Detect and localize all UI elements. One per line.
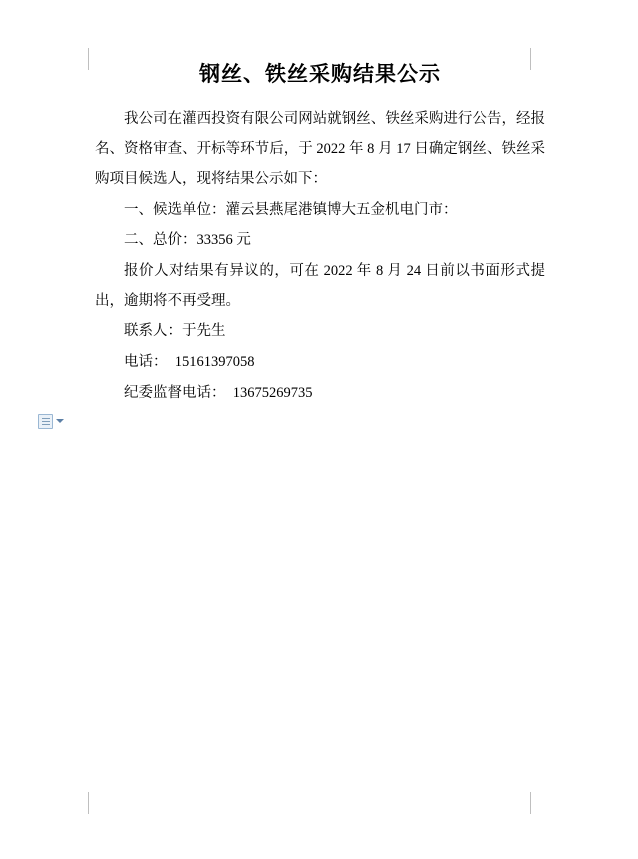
- document-body: [95, 60, 545, 410]
- paragraph-candidate-unit: 一、候选单位：灌云县燕尾港镇博大五金机电门市：: [124, 201, 458, 218]
- paragraph-objection-notice: 报价人对结果有异议的，可在 2022 年 8 月 24 日前以书面形式提出，逾期将不再受理。: [95, 262, 545, 309]
- paragraph-total-price: 二、总价：33356 元: [124, 232, 251, 249]
- paragraph-supervision-phone: 纪委监督电话： 13675269735: [124, 384, 313, 401]
- document-title: 钢丝、铁丝采购结果公示: [199, 63, 441, 86]
- paragraph-announcement: 我公司在灌西投资有限公司网站就钢丝、铁丝采购进行公告，经报名、资格审查、开标等环节后，于 2022 年 8 月 17 日确定钢丝、铁丝采购项目候选人，现将结果公示如下：: [95, 111, 545, 187]
- chevron-down-icon[interactable]: [56, 419, 64, 423]
- paste-options-icon[interactable]: [38, 413, 64, 429]
- paragraph-phone: 电话： 15161397058: [124, 354, 255, 371]
- paragraph-contact-person: 联系人：于先生: [124, 323, 226, 340]
- clipboard-icon: [38, 414, 53, 429]
